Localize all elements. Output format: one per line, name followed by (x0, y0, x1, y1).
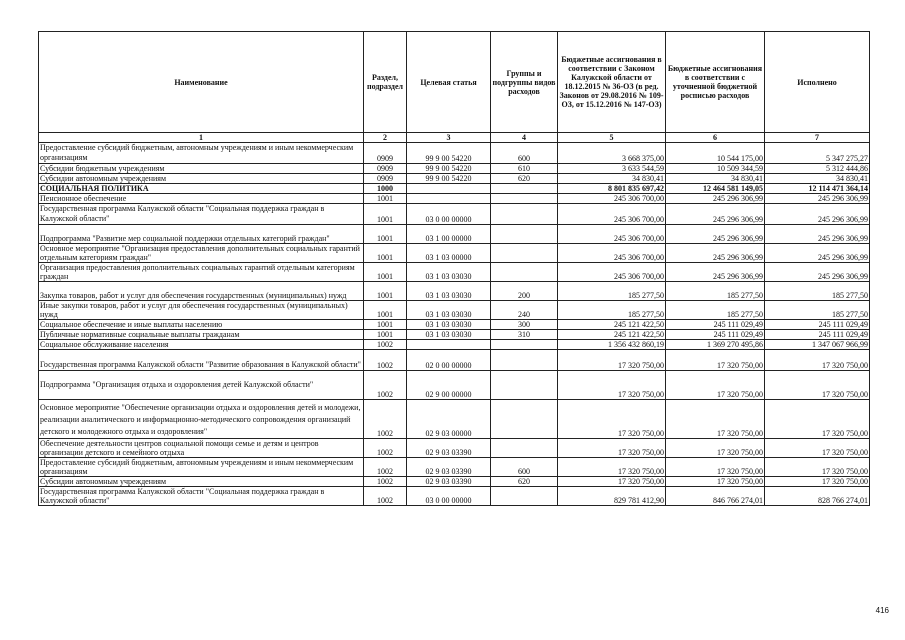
row-name: Пенсионное обеспечение (39, 194, 364, 204)
row-executed: 34 830,41 (765, 174, 870, 184)
row-group (491, 225, 558, 244)
row-group: 240 (491, 301, 558, 320)
table-row (39, 477, 870, 487)
row-budget-refined: 245 296 306,99 (666, 204, 765, 225)
row-group: 600 (491, 143, 558, 164)
row-executed: 12 114 471 364,14 (765, 184, 870, 194)
table-row (39, 184, 870, 194)
row-section: 1002 (364, 487, 407, 506)
row-budget-law: 829 781 412,90 (558, 487, 666, 506)
row-budget-refined: 17 320 750,00 (666, 458, 765, 477)
row-group (491, 371, 558, 400)
row-name: Основное мероприятие "Организация предоставления дополнительных социальных гарантий отдельным категориям граждан" (39, 244, 364, 263)
row-budget-law: 185 277,50 (558, 301, 666, 320)
col-number: 6 (666, 133, 765, 143)
page-number: 416 (875, 606, 889, 615)
header-name: Наименование (39, 32, 364, 133)
row-budget-law: 3 668 375,00 (558, 143, 666, 164)
table-row (39, 340, 870, 350)
row-section: 1001 (364, 320, 407, 330)
row-executed: 245 111 029,49 (765, 320, 870, 330)
row-article: 03 1 00 00000 (407, 225, 491, 244)
row-article (407, 184, 491, 194)
row-budget-law: 17 320 750,00 (558, 439, 666, 458)
row-executed: 5 347 275,27 (765, 143, 870, 164)
table-row (39, 301, 870, 320)
row-executed: 17 320 750,00 (765, 477, 870, 487)
row-article: 02 9 03 03390 (407, 439, 491, 458)
row-executed: 185 277,50 (765, 282, 870, 301)
row-budget-refined: 245 296 306,99 (666, 263, 765, 282)
row-section: 0909 (364, 143, 407, 164)
row-article: 02 9 03 03390 (407, 458, 491, 477)
row-name: Основное мероприятие "Обеспечение организации отдыха и оздоровления детей и молодежи, реализации аналитического и информационно-методического сопровождения организаций детского и молодежного отдыха и оздоровления" (39, 400, 364, 439)
row-name: СОЦИАЛЬНАЯ ПОЛИТИКА (39, 184, 364, 194)
row-executed: 17 320 750,00 (765, 400, 870, 439)
row-group: 300 (491, 320, 558, 330)
row-budget-refined: 245 111 029,49 (666, 330, 765, 340)
row-budget-law: 245 121 422,50 (558, 330, 666, 340)
row-budget-law: 245 306 700,00 (558, 244, 666, 263)
row-name: Закупка товаров, работ и услуг для обеспечения государственных (муниципальных) нужд (39, 282, 364, 301)
row-section: 1002 (364, 350, 407, 371)
row-budget-refined: 17 320 750,00 (666, 350, 765, 371)
row-section: 0909 (364, 164, 407, 174)
row-name: Социальное обеспечение и иные выплаты населению (39, 320, 364, 330)
table-row (39, 487, 870, 506)
row-article: 03 1 03 03030 (407, 330, 491, 340)
table-row (39, 350, 870, 371)
row-name: Государственная программа Калужской области "Социальная поддержка граждан в Калужской области" (39, 487, 364, 506)
header-executed: Исполнено (765, 32, 870, 133)
row-group (491, 340, 558, 350)
row-budget-law: 185 277,50 (558, 282, 666, 301)
table-row (39, 400, 870, 439)
table-row (39, 244, 870, 263)
row-name: Субсидии автономным учреждениям (39, 477, 364, 487)
row-article: 99 9 00 54220 (407, 143, 491, 164)
row-budget-refined: 10 544 175,00 (666, 143, 765, 164)
col-number: 4 (491, 133, 558, 143)
row-section: 0909 (364, 174, 407, 184)
col-number: 5 (558, 133, 666, 143)
budget-table (38, 31, 870, 506)
row-group (491, 244, 558, 263)
table-row (39, 194, 870, 204)
col-number: 7 (765, 133, 870, 143)
header-article: Целевая статья (407, 32, 491, 133)
column-number-row (39, 133, 870, 143)
table-row (39, 458, 870, 477)
row-article: 03 0 00 00000 (407, 487, 491, 506)
row-executed: 1 347 067 966,99 (765, 340, 870, 350)
table-row (39, 174, 870, 184)
row-section: 1001 (364, 330, 407, 340)
table-row (39, 330, 870, 340)
row-article: 03 1 03 00000 (407, 244, 491, 263)
row-budget-law: 245 306 700,00 (558, 194, 666, 204)
row-article: 02 9 03 00000 (407, 400, 491, 439)
col-number: 2 (364, 133, 407, 143)
row-group (491, 204, 558, 225)
row-article: 03 0 00 00000 (407, 204, 491, 225)
table-row (39, 320, 870, 330)
row-section: 1001 (364, 263, 407, 282)
row-section: 1001 (364, 194, 407, 204)
row-article: 02 9 00 00000 (407, 371, 491, 400)
row-executed: 245 296 306,99 (765, 244, 870, 263)
row-group (491, 263, 558, 282)
row-executed: 185 277,50 (765, 301, 870, 320)
row-section: 1001 (364, 244, 407, 263)
row-name: Государственная программа Калужской области "Развитие образования в Калужской области" (39, 350, 364, 371)
row-group (491, 400, 558, 439)
row-budget-law: 245 121 422,50 (558, 320, 666, 330)
row-budget-refined: 1 369 270 495,86 (666, 340, 765, 350)
row-group (491, 184, 558, 194)
row-group (491, 194, 558, 204)
table-row (39, 371, 870, 400)
row-budget-refined: 245 296 306,99 (666, 225, 765, 244)
row-budget-refined: 10 509 344,59 (666, 164, 765, 174)
row-budget-law: 17 320 750,00 (558, 350, 666, 371)
row-budget-refined: 17 320 750,00 (666, 477, 765, 487)
table-row (39, 439, 870, 458)
row-group: 200 (491, 282, 558, 301)
row-article: 02 0 00 00000 (407, 350, 491, 371)
row-budget-refined: 34 830,41 (666, 174, 765, 184)
row-budget-law: 17 320 750,00 (558, 477, 666, 487)
row-section: 1001 (364, 282, 407, 301)
row-budget-refined: 245 296 306,99 (666, 244, 765, 263)
row-budget-law: 3 633 544,59 (558, 164, 666, 174)
row-name: Государственная программа Калужской области "Социальная поддержка граждан в Калужской области" (39, 204, 364, 225)
row-executed: 17 320 750,00 (765, 371, 870, 400)
row-budget-refined: 12 464 581 149,05 (666, 184, 765, 194)
row-budget-law: 17 320 750,00 (558, 400, 666, 439)
row-name: Предоставление субсидий бюджетным, автономным учреждениям и иным некоммерческим организациям (39, 143, 364, 164)
header-budget-refined: Бюджетные ассигнования в соответствии с уточненной бюджетной росписью расходов (666, 32, 765, 133)
header-budget-law: Бюджетные ассигнования в соответствии с Законом Калужской области от 18.12.2015 № 36-ОЗ (в ред. Законов от 29.08.2016 № 109-ОЗ, от 15.12.2016 № 147-ОЗ) (558, 32, 666, 133)
row-name: Обеспечение деятельности центров социальной помощи семье и детям и центров организации детского и семейного отдыха (39, 439, 364, 458)
row-executed: 245 296 306,99 (765, 225, 870, 244)
row-budget-refined: 17 320 750,00 (666, 400, 765, 439)
row-executed: 17 320 750,00 (765, 439, 870, 458)
row-group (491, 439, 558, 458)
header-group: Группы и подгруппы видов расходов (491, 32, 558, 133)
row-executed: 245 296 306,99 (765, 204, 870, 225)
table-row (39, 164, 870, 174)
row-name: Публичные нормативные социальные выплаты гражданам (39, 330, 364, 340)
row-name: Субсидии бюджетным учреждениям (39, 164, 364, 174)
row-article (407, 340, 491, 350)
row-article: 03 1 03 03030 (407, 320, 491, 330)
row-budget-refined: 245 111 029,49 (666, 320, 765, 330)
row-article: 03 1 03 03030 (407, 263, 491, 282)
row-budget-law: 245 306 700,00 (558, 263, 666, 282)
row-name: Иные закупки товаров, работ и услуг для обеспечения государственных (муниципальных) нужд (39, 301, 364, 320)
row-section: 1002 (364, 371, 407, 400)
row-executed: 5 312 444,86 (765, 164, 870, 174)
row-name: Подпрограмма "Развитие мер социальной поддержки отдельных категорий граждан" (39, 225, 364, 244)
row-executed: 245 296 306,99 (765, 263, 870, 282)
row-group (491, 350, 558, 371)
row-article: 02 9 03 03390 (407, 477, 491, 487)
row-section: 1001 (364, 301, 407, 320)
row-budget-refined: 185 277,50 (666, 282, 765, 301)
row-section: 1002 (364, 458, 407, 477)
row-article (407, 194, 491, 204)
row-section: 1002 (364, 439, 407, 458)
row-article: 99 9 00 54220 (407, 164, 491, 174)
row-executed: 245 111 029,49 (765, 330, 870, 340)
row-budget-law: 17 320 750,00 (558, 371, 666, 400)
row-budget-refined: 185 277,50 (666, 301, 765, 320)
row-budget-law: 1 356 432 860,19 (558, 340, 666, 350)
row-article: 03 1 03 03030 (407, 282, 491, 301)
row-section: 1001 (364, 225, 407, 244)
row-section: 1001 (364, 204, 407, 225)
row-group: 610 (491, 164, 558, 174)
row-executed: 17 320 750,00 (765, 458, 870, 477)
row-group: 600 (491, 458, 558, 477)
table-row (39, 225, 870, 244)
row-article: 03 1 03 03030 (407, 301, 491, 320)
row-section: 1002 (364, 340, 407, 350)
col-number: 3 (407, 133, 491, 143)
table-row (39, 263, 870, 282)
header-section: Раздел, подраздел (364, 32, 407, 133)
row-budget-refined: 17 320 750,00 (666, 439, 765, 458)
row-section: 1002 (364, 477, 407, 487)
row-executed: 828 766 274,01 (765, 487, 870, 506)
table-row (39, 282, 870, 301)
row-budget-law: 17 320 750,00 (558, 458, 666, 477)
row-name: Субсидии автономным учреждениям (39, 174, 364, 184)
row-section: 1002 (364, 400, 407, 439)
row-budget-law: 34 830,41 (558, 174, 666, 184)
row-budget-law: 245 306 700,00 (558, 225, 666, 244)
row-name: Организация предоставления дополнительных социальных гарантий отдельным категориям граждан (39, 263, 364, 282)
table-row (39, 204, 870, 225)
row-budget-refined: 17 320 750,00 (666, 371, 765, 400)
row-group (491, 487, 558, 506)
row-budget-law: 8 801 835 697,42 (558, 184, 666, 194)
row-name: Предоставление субсидий бюджетным, автономным учреждениям и иным некоммерческим организациям (39, 458, 364, 477)
col-number: 1 (39, 133, 364, 143)
row-executed: 17 320 750,00 (765, 350, 870, 371)
row-name: Социальное обслуживание населения (39, 340, 364, 350)
row-group: 310 (491, 330, 558, 340)
table-row (39, 143, 870, 164)
row-name: Подпрограмма "Организация отдыха и оздоровления детей Калужской области" (39, 371, 364, 400)
row-section: 1000 (364, 184, 407, 194)
row-budget-refined: 245 296 306,99 (666, 194, 765, 204)
row-budget-refined: 846 766 274,01 (666, 487, 765, 506)
row-group: 620 (491, 174, 558, 184)
row-group: 620 (491, 477, 558, 487)
row-executed: 245 296 306,99 (765, 194, 870, 204)
row-budget-law: 245 306 700,00 (558, 204, 666, 225)
row-article: 99 9 00 54220 (407, 174, 491, 184)
